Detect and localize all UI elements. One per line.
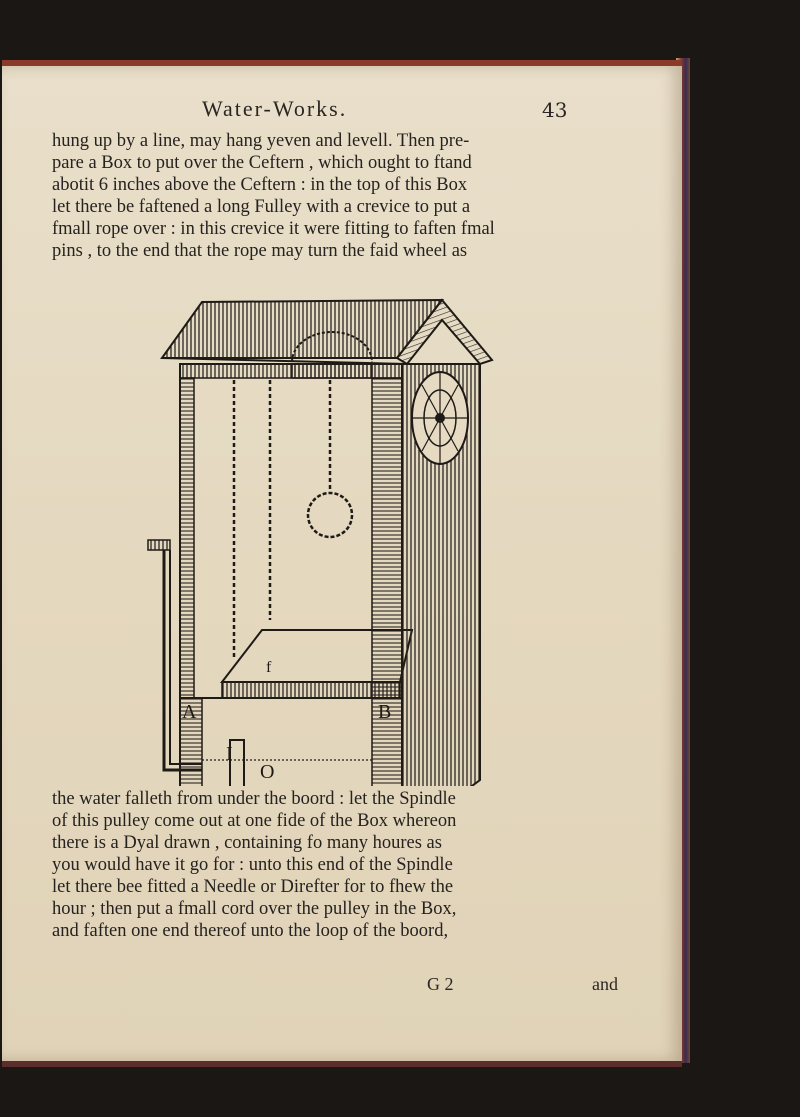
text-line: let there be faftened a long Fulley with a crevice to put a	[52, 197, 471, 217]
text-line: hung up by a line, may hang yeven and levell. Then pre-	[52, 131, 470, 151]
box-side-panel	[402, 364, 480, 786]
text-line: of this pulley come out at one fide of the Box whereon	[52, 811, 457, 831]
figure-label-o: O	[260, 761, 275, 783]
text-line: abotit 6 inches above the Ceftern : in the top of this Box	[52, 175, 468, 195]
box-interior	[180, 364, 402, 698]
figure-label-f: f	[266, 659, 272, 676]
cistern	[180, 698, 402, 786]
text-line: pare a Box to put over the Ceftern , which ought to ftand	[52, 153, 472, 173]
text-line: you would have it go for : unto this end of the Spindle	[52, 855, 453, 875]
signature-mark: G 2	[427, 974, 454, 994]
text-line: the water falleth from under the boord : let the Spindle	[52, 789, 456, 809]
figure-label-i: I	[226, 743, 233, 765]
catchword: and	[592, 974, 618, 994]
running-head	[2, 96, 682, 126]
dial-icon	[412, 372, 468, 464]
text-line: there is a Dyal drawn , containing fo many houres as	[52, 833, 442, 853]
text-line: pins , to the end that the rope may turn the faid wheel as	[52, 241, 468, 261]
text-line: hour ; then put a fmall cord over the pulley in the Box,	[52, 899, 457, 919]
paragraph-bottom	[52, 788, 652, 942]
book-page	[2, 60, 682, 1067]
text-line: and faften one end thereof unto the loop of the boord,	[52, 921, 449, 941]
text-line: let there bee fitted a Needle or Direfter for to fhew the	[52, 877, 454, 897]
water-clock-engraving	[142, 290, 502, 786]
page-number: 43	[542, 98, 568, 122]
running-title: Water-Works.	[202, 96, 348, 121]
figure-label-b: B	[378, 701, 392, 723]
figure-label-a: A	[182, 701, 197, 723]
text-line: fmall rope over : in this crevice it were fitting to faften fmal	[52, 219, 495, 239]
paragraph-top	[52, 130, 652, 262]
